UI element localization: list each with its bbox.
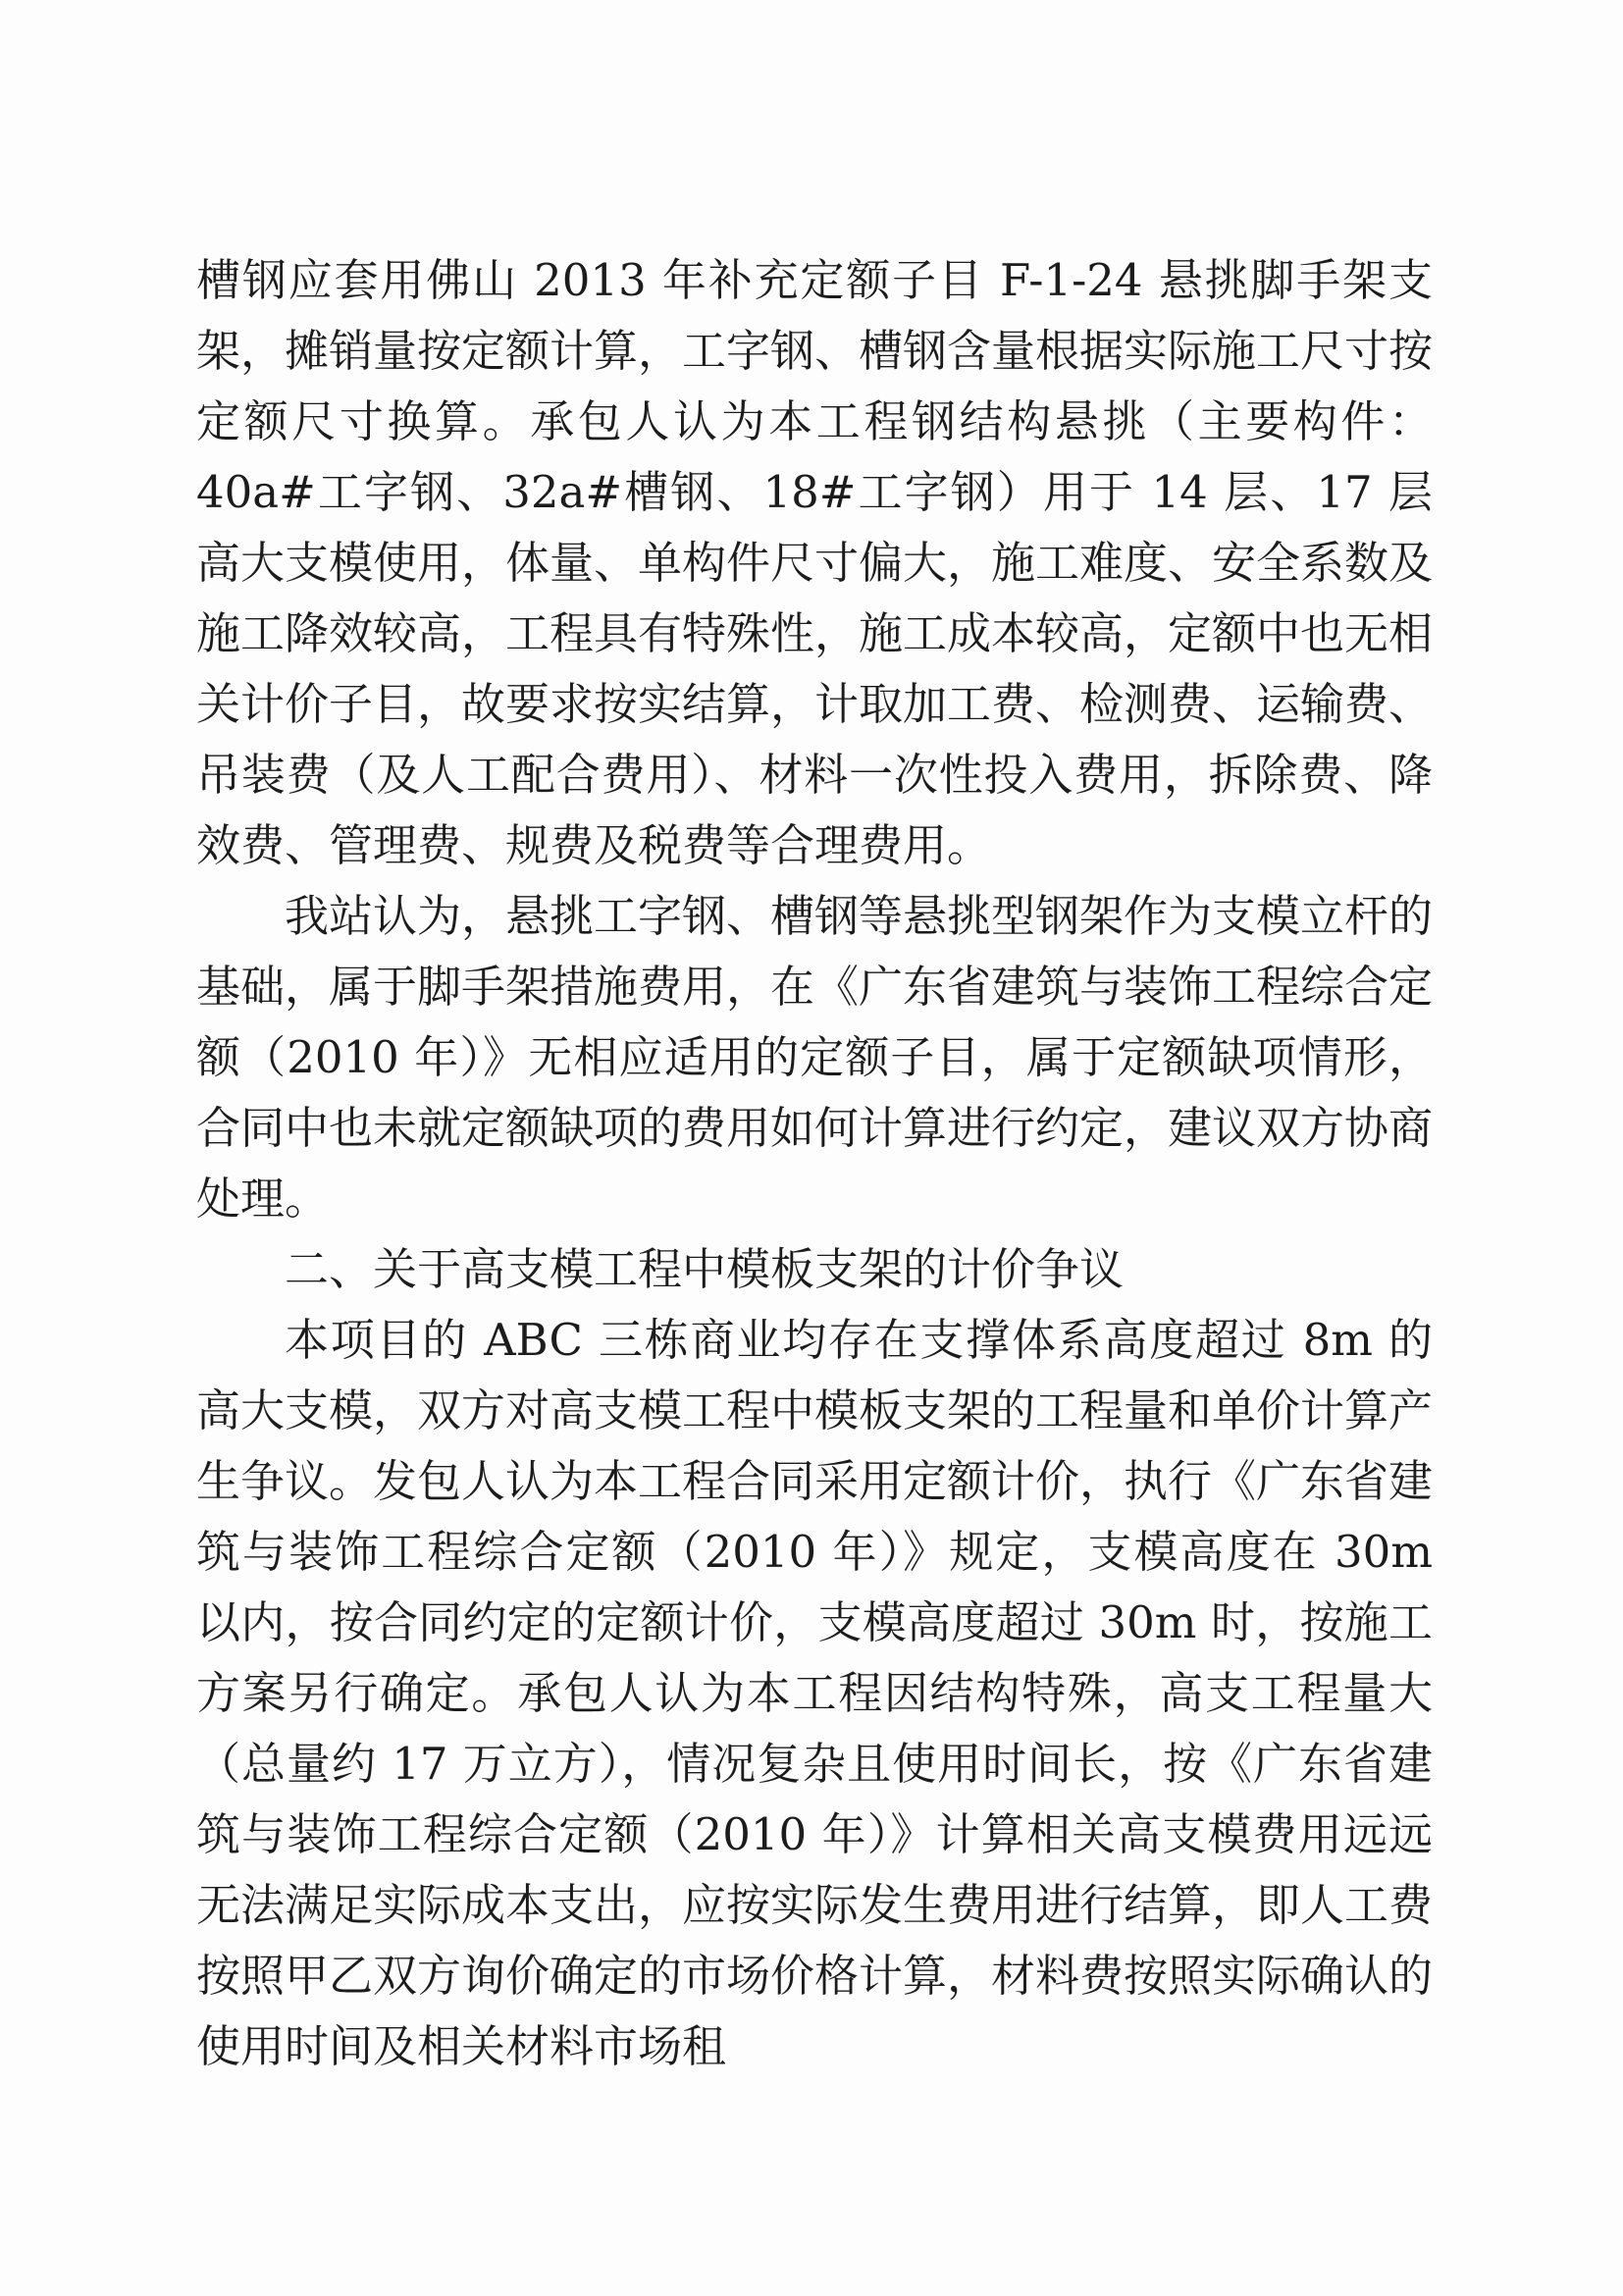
paragraph-high-formwork: 本项目的 ABC 三栋商业均存在支撑体系高度超过 8m 的高大支模，双方对高支模工程中模板支架的工程量和单价计算产生争议。发包人认为本工程合同采用定额计价，执行《广东省建筑与装饰工程综合定额（2010 年）》规定，支模高度在 30m 以内，按合同约定的定额计价，支模高度超过 30m 时，按施工方案另行确定。承包人认为本工程因结构特殊，高支工程量大（总量约 17 万立方），情况复杂且使用时间长，按《广东省建筑与装饰工程综合定额（2010 年）》计算相关高支模费用远远无法满足实际成本支出，应按实际发生费用进行结算，即人工费按照甲乙双方询价确定的市场价格计算，材料费按照实际确认的使用时间及相关材料市场租 — [196, 1314, 1434, 2072]
document-body — [196, 245, 1433, 2082]
paragraph-station-opinion: 我站认为，悬挑工字钢、槽钢等悬挑型钢架作为支模立杆的基础，属于脚手架措施费用，在《广东省建筑与装饰工程综合定额（2010 年）》无相应适用的定额子目，属于定额缺项情形，合同中也未就定额缺项的费用如何计算进行约定，建议双方协商处理。 — [196, 890, 1434, 1225]
paragraph-continuation: 槽钢应套用佛山 2013 年补充定额子目 F-1-24 悬挑脚手架支架，摊销量按定额计算，工字钢、槽钢含量根据实际施工尺寸按定额尺寸换算。承包人认为本工程钢结构悬挑（主要构件：40a#工字钢、32a#槽钢、18#工字钢）用于 14 层、17 层高大支模使用，体量、单构件尺寸偏大，施工难度、安全系数及施工降效较高，工程具有特殊性，施工成本较高，定额中也无相关计价子目，故要求按实结算，计取加工费、检测费、运输费、吊装费（及人工配合费用）、材料一次性投入费用，拆除费、降效费、管理费、规费及税费等合理费用。 — [196, 254, 1434, 871]
section-heading-2: 二、关于高支模工程中模板支架的计价争议 — [285, 1243, 1125, 1295]
